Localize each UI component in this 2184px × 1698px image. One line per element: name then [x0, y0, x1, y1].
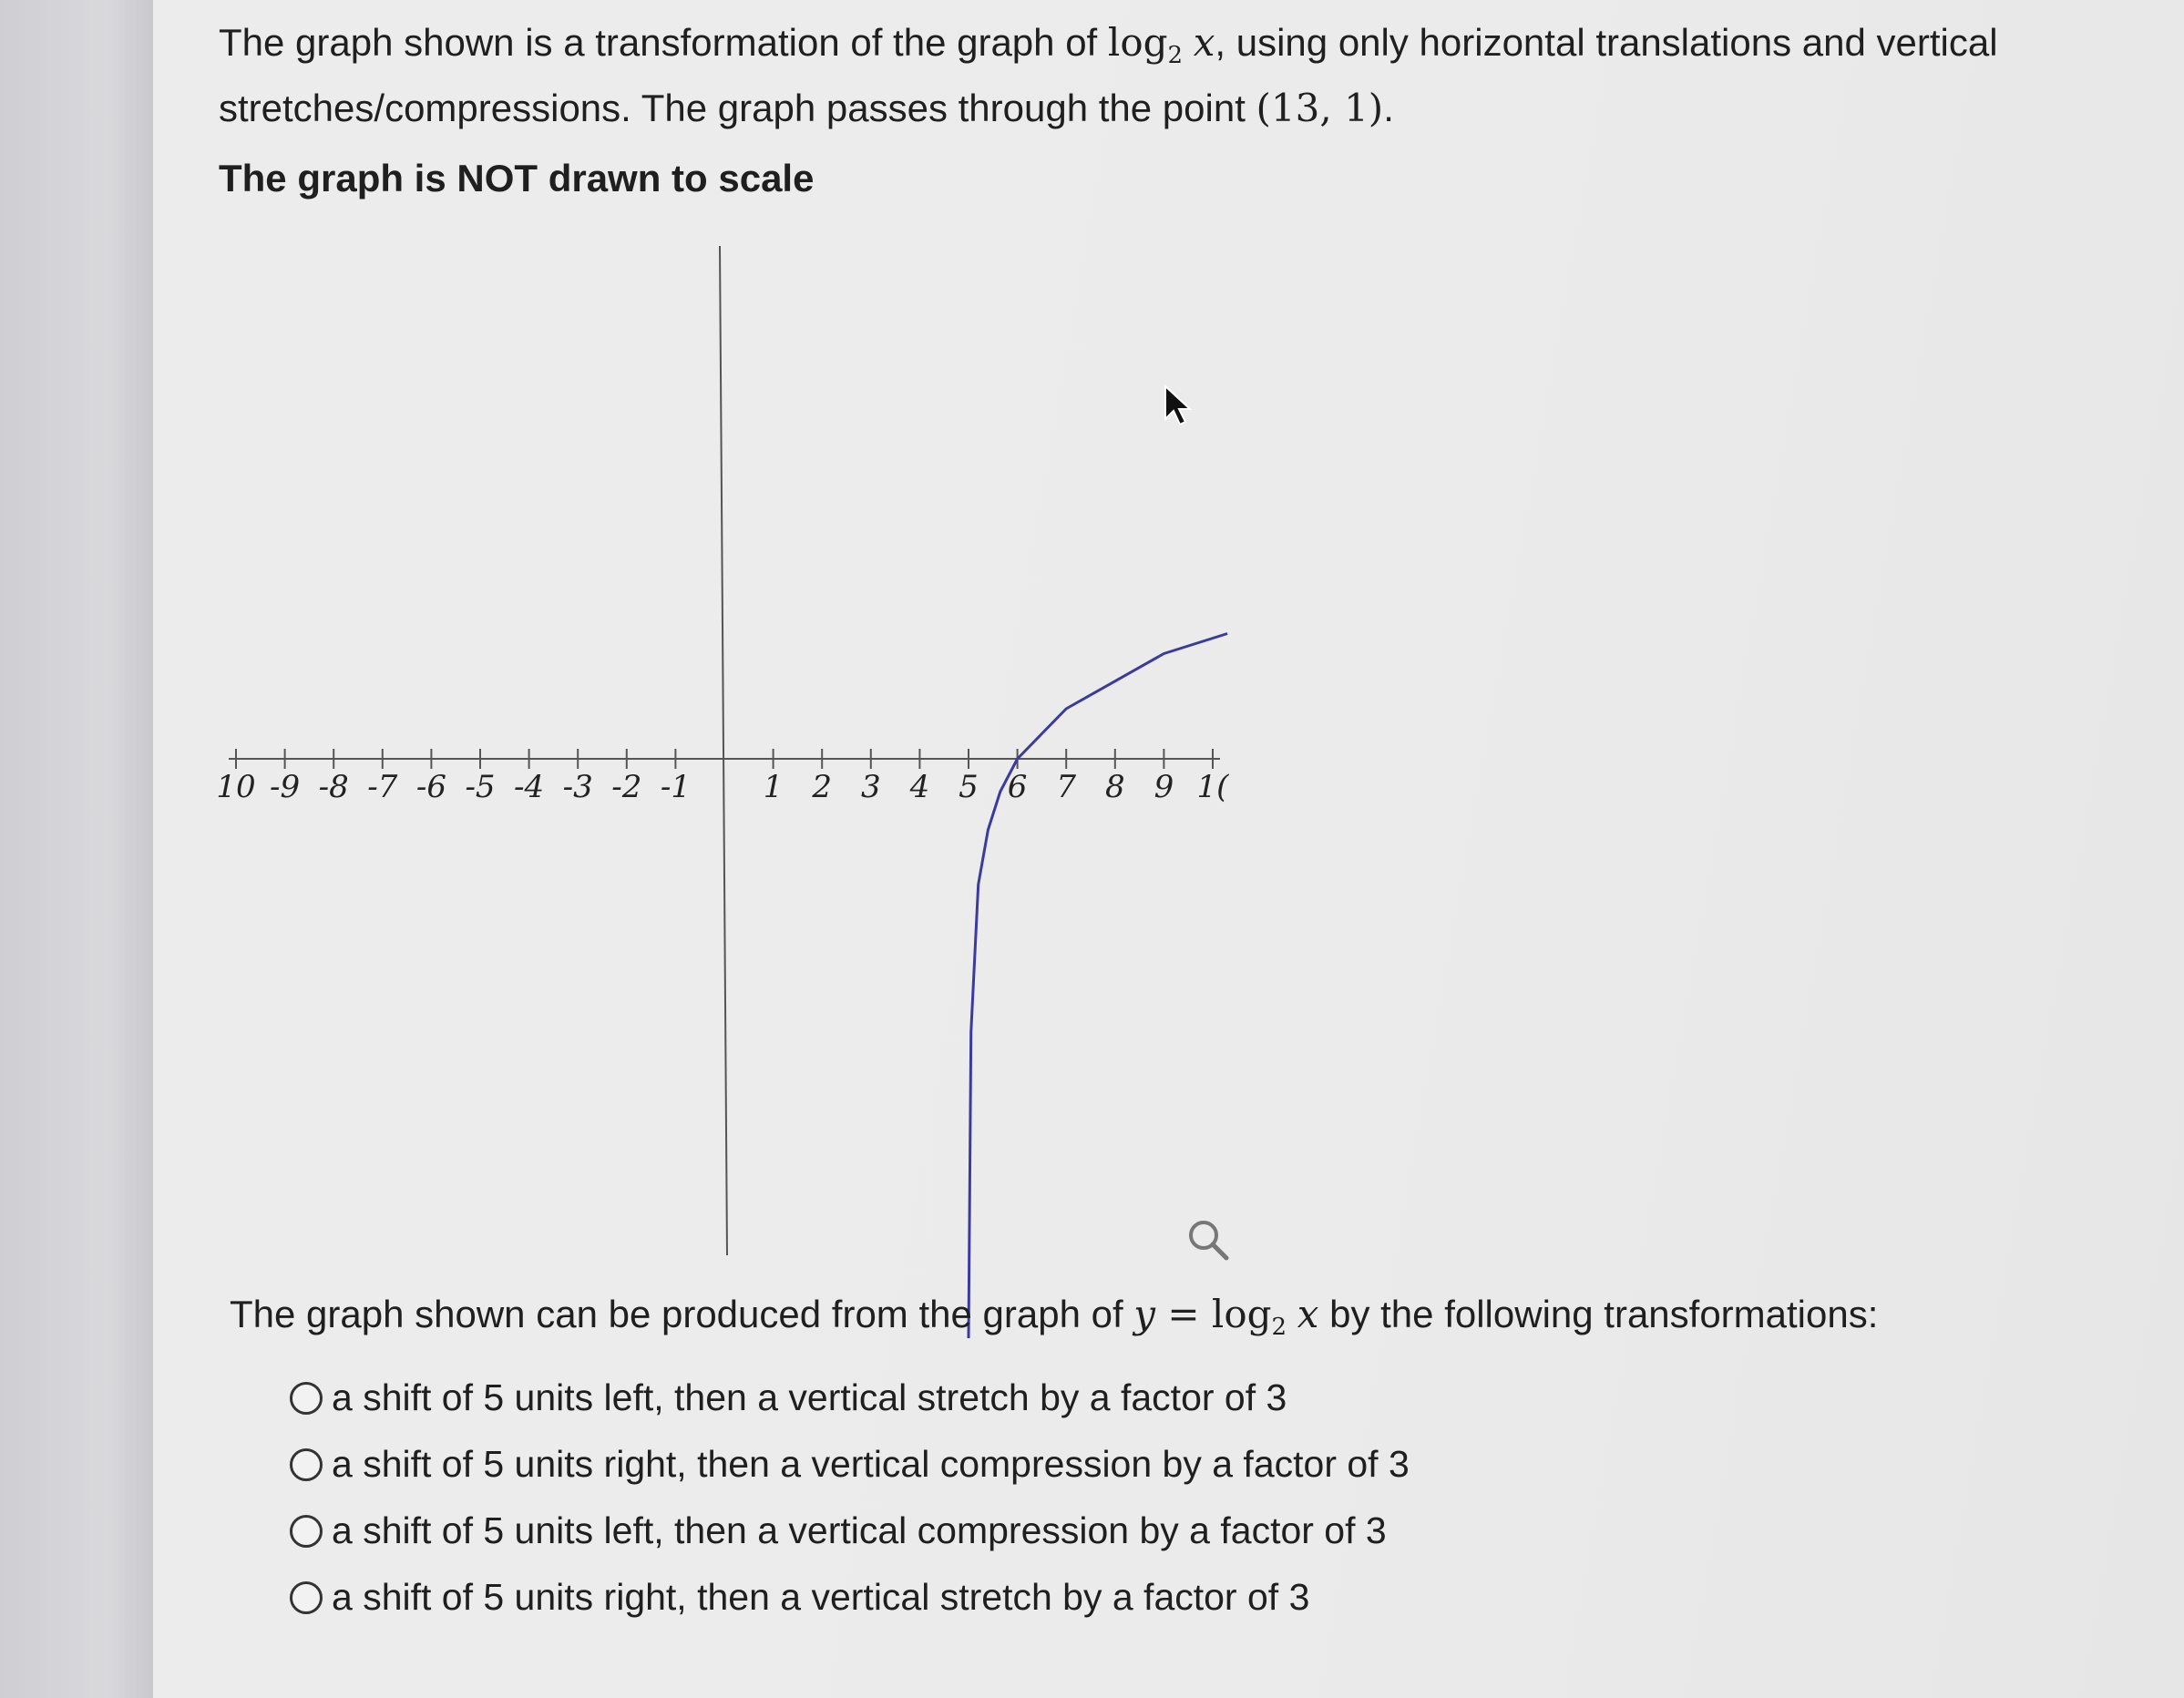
x-tick-label: -4 [514, 769, 545, 805]
question-log-base: 2 [1271, 1314, 1287, 1341]
x-tick-label: -7 [367, 769, 398, 805]
option-3-label: a shift of 5 units left, then a vertical compression by a factor of 3 [332, 1509, 1387, 1551]
option-1[interactable] [290, 1365, 1410, 1431]
question-y: y [1133, 1292, 1156, 1336]
prompt-log-base: 2 [1167, 42, 1184, 69]
x-tick-label: 1 [763, 769, 784, 805]
magnifier-icon[interactable] [1184, 1216, 1234, 1270]
x-tick-label: 9 [1154, 769, 1174, 805]
x-tick-label: -9 [270, 769, 301, 805]
radio-button-2[interactable] [290, 1448, 323, 1481]
x-tick-label: 3 [860, 769, 881, 805]
x-tick-label: -8 [318, 769, 349, 805]
prompt-log: log [1107, 20, 1168, 65]
radio-button-4[interactable] [290, 1581, 323, 1614]
not-to-scale-note: The graph is NOT drawn to scale [219, 157, 815, 199]
x-tick-label: 5 [959, 769, 979, 805]
prompt-text-1: The graph shown is a transformation of the graph of [219, 21, 1108, 64]
question-text-1: The graph shown can be produced from the graph of [230, 1293, 1134, 1335]
arrow-cursor-icon [1162, 384, 1195, 433]
y-axis [720, 246, 727, 1255]
x-tick-label: -6 [415, 769, 446, 805]
x-tick-label: 4 [909, 769, 930, 805]
question-eq: = log [1155, 1292, 1272, 1336]
x-tick-label: 7 [1056, 769, 1077, 805]
option-2-label: a shift of 5 units right, then a vertical compression by a factor of 3 [332, 1443, 1410, 1485]
x-tick-label: 6 [1007, 769, 1028, 805]
x-tick-label: -3 [562, 769, 593, 805]
question-x: x [1297, 1292, 1319, 1336]
prompt-var: x [1193, 20, 1215, 65]
x-tick-label: 10 [216, 769, 256, 805]
x-tick-label: -1 [660, 769, 691, 805]
radio-button-1[interactable] [290, 1382, 323, 1415]
x-tick-label: 8 [1104, 769, 1125, 805]
option-3[interactable] [290, 1498, 1410, 1564]
prompt-end: . [1383, 87, 1394, 129]
prompt-point: (13, 1) [1256, 86, 1384, 130]
x-tick-label: 2 [812, 769, 833, 805]
question-text [230, 1292, 1961, 1341]
option-4[interactable] [290, 1564, 1410, 1631]
option-1-label: a shift of 5 units left, then a vertical stretch by a factor of 3 [332, 1376, 1287, 1418]
option-2[interactable] [290, 1431, 1410, 1498]
x-tick-label: 1( [1196, 769, 1229, 805]
answer-options [290, 1365, 1410, 1631]
question-text-2: by the following transformations: [1318, 1293, 1879, 1335]
x-tick-label: -2 [611, 769, 642, 805]
radio-button-3[interactable] [290, 1515, 323, 1548]
x-tick-label: -5 [465, 769, 496, 805]
prompt-text-2: , using only horizontal translations and vertical stretches/compressions. The graph passes through the point [219, 21, 1998, 129]
option-4-label: a shift of 5 units right, then a vertical stretch by a factor of 3 [332, 1576, 1310, 1618]
